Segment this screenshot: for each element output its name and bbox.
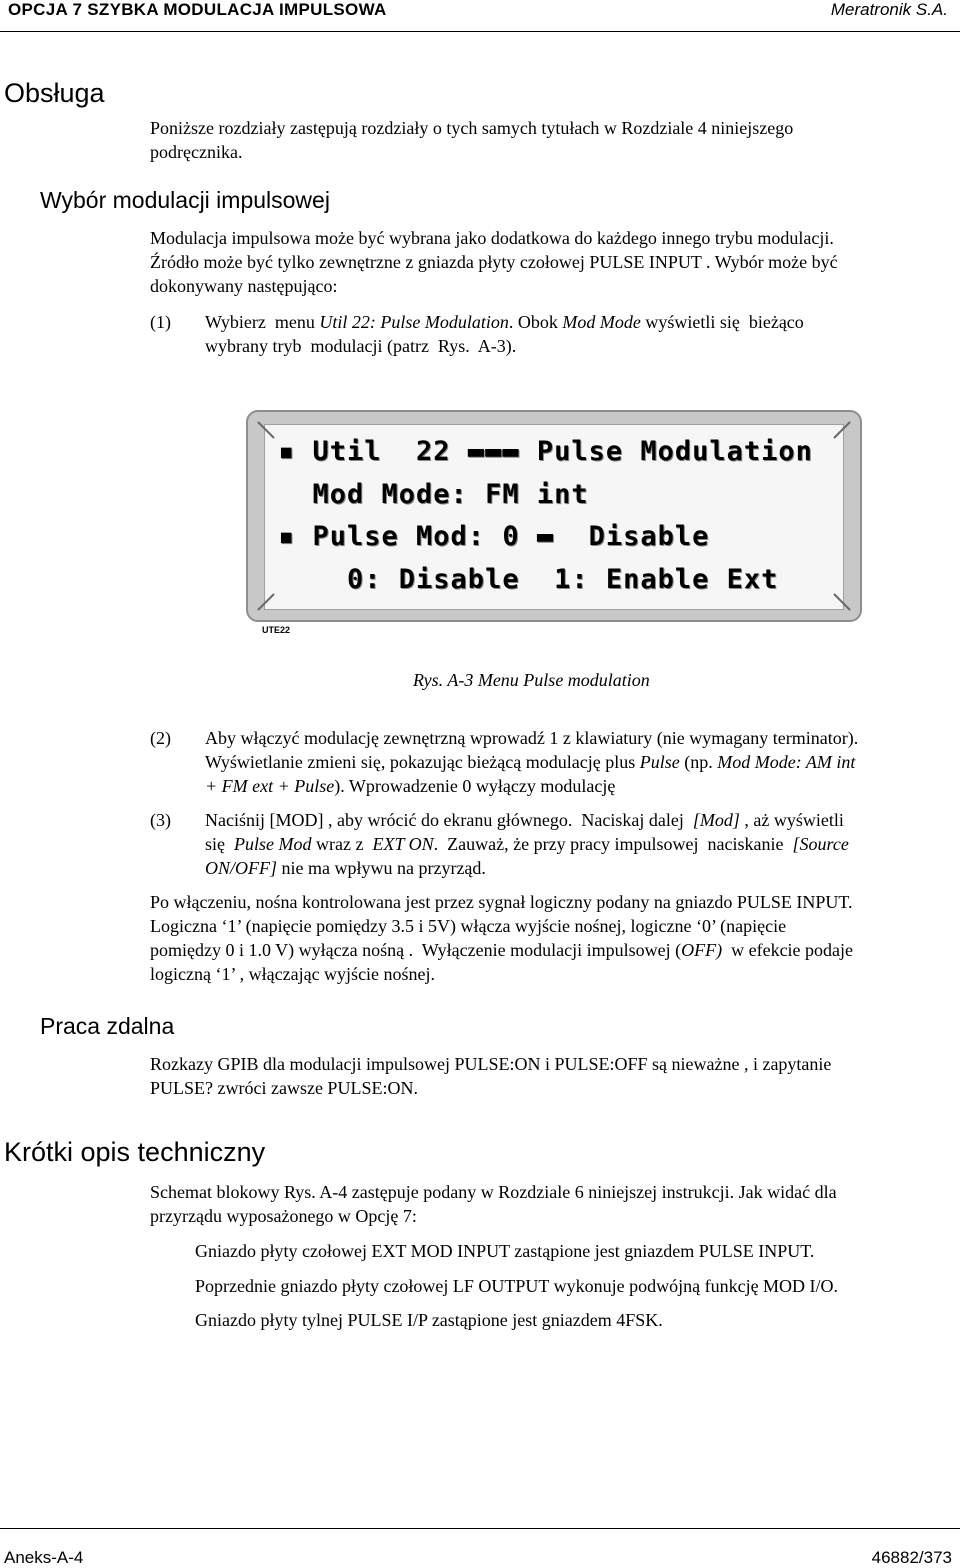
pulse-input-paragraph: Po włączeniu, nośna kontrolowana jest przez sygnał logiczny podany na gniazdo PULSE INPUT. Logiczna ‘1’ (napięcie pomiędzy 3.5 i 5V) włącza wyjście nośnej, logiczne ‘0’ (napięcie pomiędzy 0 i 1.0 V) wyłącza nośną . Wyłączenie modulacji impulsowej (OFF) w efekcie podaje logiczną ‘1’ , włączając wyjście nośnej. (150, 892, 854, 984)
step1-text: Wybierz menu Util 22: Pulse Modulation. Obok Mod Mode wyświetli się bieżąco wybrany tryb modulacji (patrz Rys. A-3). (205, 312, 804, 356)
lcd-line-3: ▪ Pulse Mod: 0 ▬ Disable (278, 521, 710, 552)
opis-item-2: Poprzednie gniazdo płyty czołowej LF OUTPUT wykonuje podwójną funkcję MOD I/O. (195, 1276, 839, 1296)
lcd-tag: UTE22 (262, 625, 291, 635)
opis-item-3: Gniazdo płyty tylnej PULSE I/P zastąpione jest gniazdem 4FSK. (195, 1310, 663, 1330)
footer-doc-number: 46882/373 (871, 1548, 952, 1567)
opis-item-1: Gniazdo płyty czołowej EXT MOD INPUT zastąpione jest gniazdem PULSE INPUT. (195, 1241, 815, 1261)
wybor-paragraph: Modulacja impulsowa może być wybrana jako dodatkowa do każdego innego trybu modulacji. Źródło może być tylko zewnętrzne z gniazda płyty czołowej PULSE INPUT . Wybór może być dokonywany następująco: (150, 228, 838, 296)
lcd-line-4: 0: Disable 1: Enable Ext (278, 564, 779, 595)
lcd-line-2: Mod Mode: FM int (278, 479, 589, 510)
opis-paragraph: Schemat blokowy Rys. A-4 zastępuje podany w Rozdziale 6 niniejszej instrukcji. Jak widać dla przyrządu wyposażonego w Opcję 7: (150, 1182, 837, 1226)
header-company: Meratronik S.A. (830, 0, 948, 19)
lcd-line-1: ▪ Util 22 ▬▬▬ Pulse Modulation (278, 436, 813, 467)
heading-praca-zdalna: Praca zdalna (40, 1013, 175, 1039)
header-divider (0, 31, 960, 32)
step3-number: (3) (150, 810, 171, 830)
step3-text: Naciśnij [MOD] , aby wrócić do ekranu głównego. Naciskaj dalej [Mod] , aż wyświetli się Pulse Mod wraz z EXT ON. Zauważ, że przy pracy impulsowej naciskanie [Source ON/OFF] nie ma wpływu na przyrząd. (205, 810, 849, 878)
heading-wybor: Wybór modulacji impulsowej (40, 187, 330, 213)
obsluga-intro: Poniższe rozdziały zastępują rozdziały o tych samych tytułach w Rozdziale 4 niniejszego podręcznika. (150, 118, 794, 162)
figure-caption: Rys. A-3 Menu Pulse modulation (413, 670, 650, 690)
heading-opis: Krótki opis techniczny (4, 1137, 266, 1167)
step2-number: (2) (150, 728, 171, 748)
step1-number: (1) (150, 312, 171, 332)
step2-text: Aby włączyć modulację zewnętrzną wprowadź 1 z klawiatury (nie wymagany terminator). Wyświetlanie zmieni się, pokazując bieżącą modulację plus Pulse (np. Mod Mode: AM int + FM ext + Pulse). Wprowadzenie 0 wyłączy modulację (205, 728, 859, 796)
heading-obsluga: Obsługa (4, 78, 105, 108)
footer-divider (0, 1528, 960, 1529)
header-title: OPCJA 7 SZYBKA MODULACJA IMPULSOWA (8, 0, 387, 19)
footer-section: Aneks-A-4 (4, 1548, 84, 1567)
praca-paragraph: Rozkazy GPIB dla modulacji impulsowej PULSE:ON i PULSE:OFF są nieważne , i zapytanie PULSE? zwróci zawsze PULSE:ON. (150, 1054, 832, 1098)
